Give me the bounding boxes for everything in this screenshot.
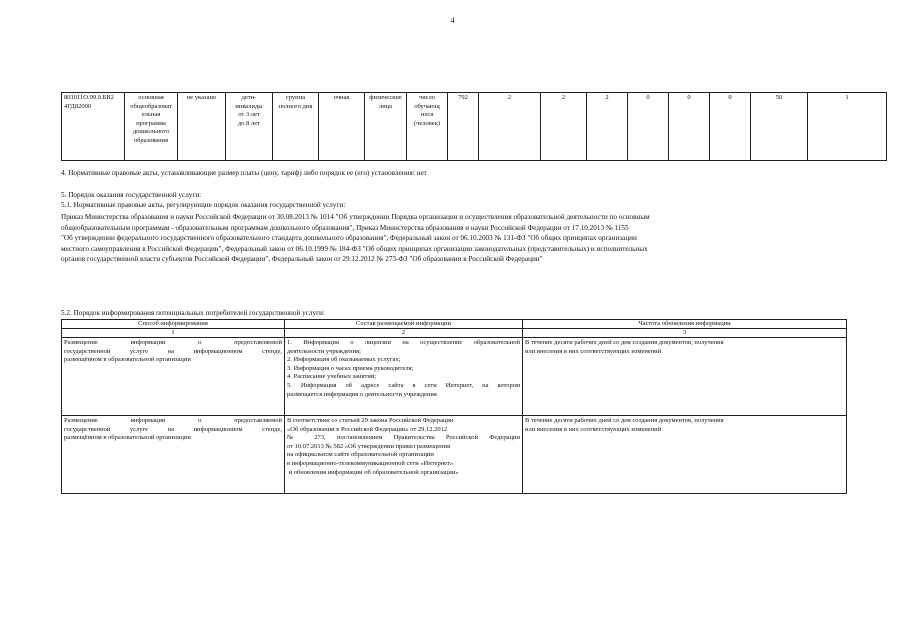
cell-line: 0 bbox=[646, 94, 650, 101]
section-5-title: 5. Порядок оказания государственной услуги: bbox=[61, 191, 202, 199]
content-line: 4. Расписание учебных занятий; bbox=[287, 373, 377, 381]
table-header-row bbox=[62, 320, 847, 329]
page-number: 4 bbox=[450, 16, 455, 25]
content-line: В соответствии со статьей 29 закона Российской Федерации bbox=[287, 417, 454, 424]
content-line: и обновления информации об образовательной организации» bbox=[287, 468, 459, 476]
normative-acts-line: "Об утверждении федерального государственного образовательного стандарта дошкольного образования", Федеральный закон от 06.10.2003 № 131-ФЗ "Об общих принципах организации bbox=[61, 234, 637, 242]
section-4-text: 4. Нормативные правовые акты, устанавливающие размер платы (цену, тариф) либо порядок ее (его) установления: нет bbox=[61, 169, 427, 177]
content-line: 3. Информация о часах приема руководителя; bbox=[287, 364, 414, 372]
section-5-2-title: 5.2. Порядок информирования потенциальных потребителей государственной услуги: bbox=[61, 309, 325, 317]
method-line: Размещение информации о предоставляемой bbox=[64, 417, 282, 424]
cell-line: физические bbox=[369, 94, 402, 101]
cell-line: инвалиды bbox=[235, 102, 263, 110]
cell-line: обучающ bbox=[414, 102, 440, 110]
cell-line: дети- bbox=[241, 94, 257, 101]
content-cell bbox=[285, 338, 523, 416]
normative-acts-line: местного самоуправления в Российской Федерации", Федеральный закон от 06.10.1999 № 184-ФЗ "Об общих принципах организации законодательных (представительных) и исполнительных bbox=[61, 244, 648, 253]
column-header: Частота обновления информации bbox=[523, 320, 847, 329]
content-line: от 10.07.2013 № 582 «Об утверждении правил размещения bbox=[287, 442, 451, 450]
method-cell bbox=[62, 416, 285, 494]
cell-line: полного дня bbox=[278, 102, 313, 110]
content-line: на официальном сайте образовательной организации bbox=[287, 451, 434, 459]
cell-line: образования bbox=[133, 136, 169, 144]
column-header: Состав размещаемой информации bbox=[285, 320, 523, 329]
table-cell bbox=[479, 93, 541, 161]
table-cell bbox=[541, 93, 587, 161]
cell-line: число bbox=[418, 94, 436, 101]
cell-line: до 8 лет bbox=[237, 119, 261, 127]
frequency-cell bbox=[523, 338, 847, 416]
cell-line: лица bbox=[378, 102, 393, 110]
table-cell bbox=[628, 93, 669, 161]
cell-line: 2 bbox=[507, 94, 512, 101]
table-row bbox=[62, 338, 847, 416]
table-cell bbox=[125, 93, 178, 161]
table-cell bbox=[751, 93, 808, 161]
column-number: 2 bbox=[285, 329, 523, 338]
frequency-cell bbox=[523, 416, 847, 494]
table-cell bbox=[448, 93, 479, 161]
cell-line: 0 bbox=[728, 94, 732, 101]
cell-line: (человек) bbox=[413, 119, 441, 127]
cell-line: 4ГД82000 bbox=[64, 102, 92, 110]
normative-acts-line: органов государственной власти субъектов Российской Федерации", Федеральный закон от 29.12.2012 № 273-ФЗ "Об образовании в Российской Федерации" bbox=[61, 255, 543, 263]
content-line: в информационно-телекоммуникационной сети «Интернет» bbox=[287, 459, 454, 467]
table-cell bbox=[407, 93, 448, 161]
frequency-line: В течение десяти рабочих дней со дня создания документов, получения bbox=[525, 417, 724, 424]
cell-line: очная bbox=[333, 94, 350, 101]
section-5-1-title: 5.1. Нормативные правовые акты, регулирующие порядок оказания государственной услуги: bbox=[61, 201, 346, 209]
column-number: 1 bbox=[62, 329, 285, 338]
content-line: размещается информация о деятельности учреждения bbox=[287, 390, 437, 398]
method-line: государственной услуге на информационном стенде, bbox=[64, 347, 282, 355]
content-line: 2. Информация об оказываемых услугах; bbox=[287, 356, 401, 364]
content-line: 1. Информация о лицензии на осуществление образовательной bbox=[287, 339, 520, 346]
cell-line: не указано bbox=[186, 94, 217, 101]
method-line: размещённом в образовательной организации bbox=[64, 434, 191, 442]
cell-line: программа bbox=[136, 119, 166, 127]
cell-line: от 3 лет bbox=[238, 111, 260, 119]
cell-line: ихся bbox=[420, 111, 434, 119]
frequency-line: В течение десяти рабочих дней со дня создания документов, получения bbox=[525, 339, 724, 346]
content-line: 5. Информация об адресе сайта в сети Интернет, на котором bbox=[287, 381, 520, 389]
normative-acts-text bbox=[61, 212, 851, 265]
method-cell bbox=[62, 338, 285, 416]
cell-line: дошкольного bbox=[132, 128, 170, 136]
column-number: 3 bbox=[523, 329, 847, 338]
table-cell bbox=[808, 93, 887, 161]
cell-line: 1 bbox=[845, 94, 849, 101]
cell-line: 801011O.99.0.БВ2 bbox=[64, 94, 114, 101]
cell-line: 792 bbox=[458, 94, 468, 101]
table-cell bbox=[178, 93, 226, 161]
cell-line: ельная bbox=[141, 111, 161, 119]
table-cell bbox=[273, 93, 319, 161]
cell-line: общеобразоват bbox=[130, 102, 172, 110]
table-cell bbox=[587, 93, 628, 161]
table-row bbox=[62, 93, 887, 161]
content-line: № 273, постановлением Правительства Российской Федерации bbox=[287, 434, 520, 442]
table-cell bbox=[226, 93, 273, 161]
table-cell bbox=[365, 93, 407, 161]
service-indicators-table bbox=[61, 92, 887, 161]
information-table bbox=[61, 319, 847, 494]
cell-line: 50 bbox=[775, 94, 783, 101]
content-line: деятельности учреждения; bbox=[287, 347, 361, 355]
cell-line: группа bbox=[286, 94, 305, 101]
cell-line: 2 bbox=[605, 94, 609, 101]
frequency-line: или внесения в них соответствующих изменений bbox=[525, 347, 662, 355]
normative-acts-line: Приказ Министерства образования и науки Российской Федерации от 30.08.2013 № 1014 "Об утверждении Порядка организации и осуществления образовательной деятельности по основным bbox=[61, 213, 650, 221]
table-row bbox=[62, 416, 847, 494]
content-line: «Об образовании в Российской Федерации» от 29.12.2012 bbox=[287, 425, 448, 433]
column-header: Способ информирования bbox=[62, 320, 285, 329]
table-cell bbox=[62, 93, 125, 161]
method-line: размещённом в образовательной организации bbox=[64, 356, 191, 364]
table-cell bbox=[669, 93, 710, 161]
column-number-row bbox=[62, 329, 847, 338]
cell-line: основная bbox=[138, 94, 164, 101]
table-cell bbox=[319, 93, 365, 161]
method-line: Размещение информации о предоставляемой bbox=[64, 339, 282, 346]
normative-acts-line: общеобразовательным программам - образовательным программам дошкольного образования", Приказ Министерства образования и науки Российской Федерации от 17.10.2013 № 1155 bbox=[61, 223, 629, 232]
method-line: государственной услуге на информационном стенде, bbox=[64, 425, 282, 433]
table-cell bbox=[710, 93, 751, 161]
cell-line: 2 bbox=[561, 94, 566, 101]
content-cell bbox=[285, 416, 523, 494]
cell-line: 0 bbox=[687, 94, 691, 101]
frequency-line: или внесения в них соответствующих изменений bbox=[525, 425, 662, 433]
